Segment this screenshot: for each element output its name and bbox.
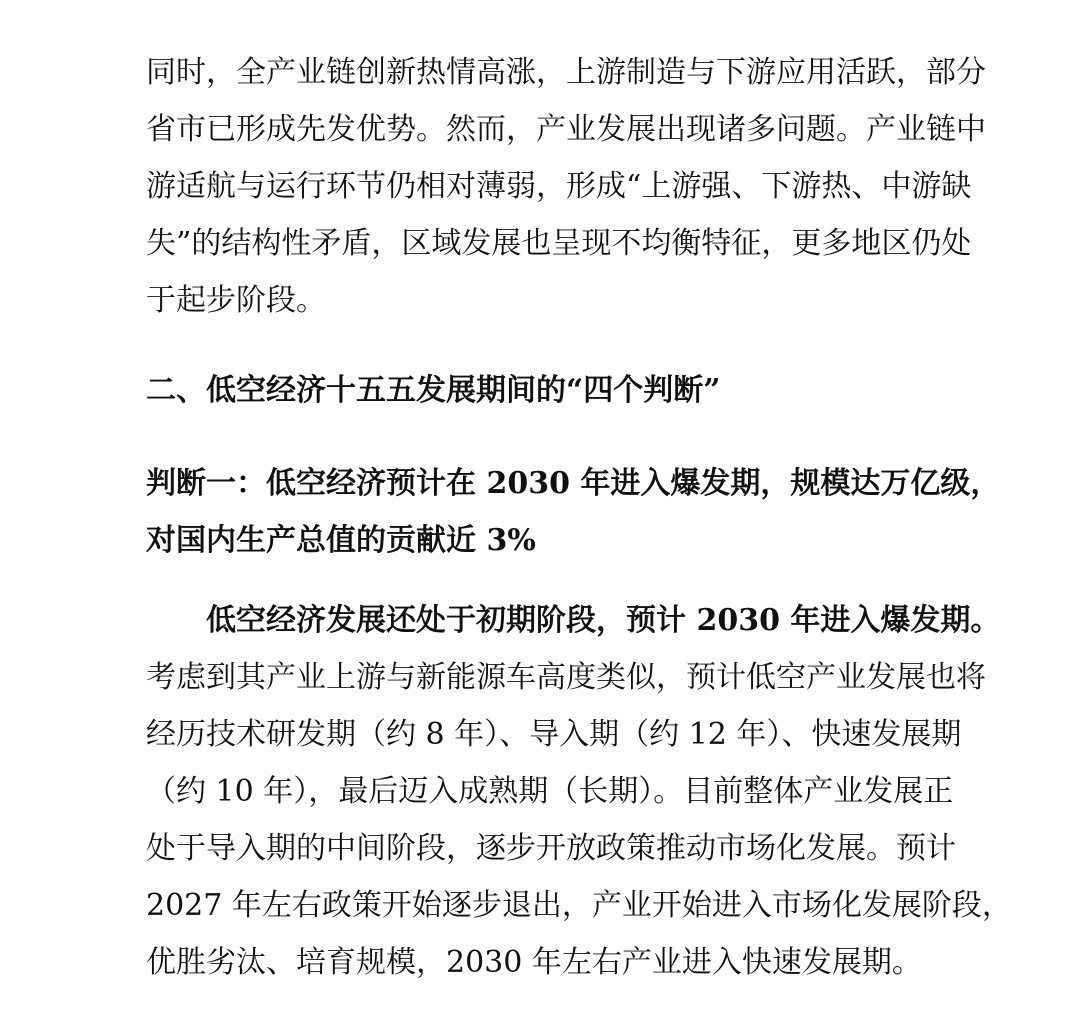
paragraph-1-line-2: 省市已形成先发优势。然而，产业发展出现诸多问题。产业链中	[146, 112, 986, 147]
paragraph-2-line-3: （约 10 年），最后迈入成熟期（长期）。目前整体产业发展正	[146, 774, 954, 809]
section-heading: 二、低空经济十五五发展期间的“四个判断”	[146, 373, 721, 408]
judgment-1-line-1: 判断一：低空经济预计在 2030 年进入爆发期，规模达万亿级，	[146, 466, 1001, 501]
paragraph-2-line-2: 经历技术研发期（约 8 年）、导入期（约 12 年）、快速发展期	[146, 717, 962, 752]
judgment-1-line-2: 对国内生产总值的贡献近 3%	[146, 523, 536, 558]
paragraph-2-line-1: 考虑到其产业上游与新能源车高度类似，预计低空产业发展也将	[146, 660, 986, 695]
paragraph-1-line-1: 同时，全产业链创新热情高涨，上游制造与下游应用活跃，部分	[146, 55, 986, 90]
paragraph-2-lead: 低空经济发展还处于初期阶段，预计 2030 年进入爆发期。	[206, 603, 1001, 638]
paragraph-1-line-5: 于起步阶段。	[146, 283, 326, 318]
paragraph-2-line-6: 优胜劣汰、培育规模，2030 年左右产业进入快速发展期。	[146, 945, 922, 980]
paragraph-1-line-4: 失”的结构性矛盾，区域发展也呈现不均衡特征，更多地区仍处	[146, 226, 972, 261]
paragraph-1-line-3: 游适航与运行环节仍相对薄弱，形成“上游强、下游热、中游缺	[146, 169, 972, 204]
paragraph-2-line-4: 处于导入期的中间阶段，逐步开放政策推动市场化发展。预计	[146, 831, 956, 866]
paragraph-2-line-5: 2027 年左右政策开始逐步退出，产业开始进入市场化发展阶段，	[146, 888, 1012, 923]
